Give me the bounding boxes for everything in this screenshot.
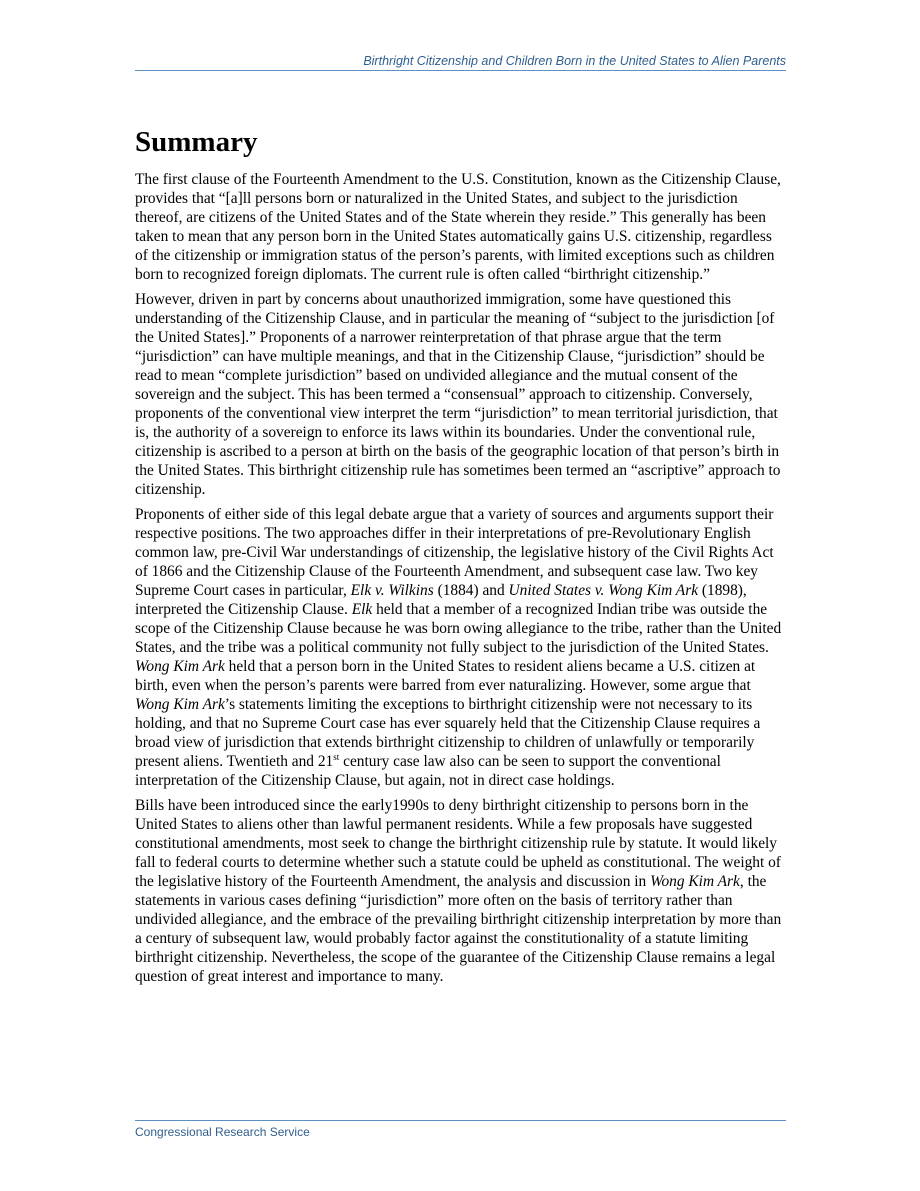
- paragraph-3: [135, 505, 786, 790]
- case-name-elk: Elk: [351, 601, 373, 618]
- paragraph-4-text-1: Bills have been introduced since the early1990s to deny birthright citizenship to persons born in the United States to aliens other than lawful permanent residents. While a few proposals have suggested constitutional amendments, most seek to change the birthright citizenship rule by statute. It would likely fall to federal courts to determine whether such a statute could be upheld as constitutional. The weight of the legislative history of the Fourteenth Amendment, the analysis and discussion in: [135, 797, 781, 890]
- paragraph-3-text-5: held that a person born in the United States to resident aliens became a U.S. citizen at birth, even when the person’s parents were barred from ever naturalizing. However, some argue that: [135, 658, 756, 694]
- case-name-wong-kim-ark-2: Wong Kim Ark: [650, 873, 740, 890]
- paragraph-4: [135, 796, 786, 986]
- paragraph-1: The first clause of the Fourteenth Amendment to the U.S. Constitution, known as the Citizenship Clause, provides that “[a]ll persons born or naturalized in the United States, and subject to the jurisdiction thereof, are citizens of the United States and of the State wherein they reside.” This generally has been taken to mean that any person born in the United States automatically gains U.S. citizenship, regardless of the citizenship or immigration status of the person’s parents, with limited exceptions such as children born to recognized foreign diplomats. The current rule is often called “birthright citizenship.”: [135, 171, 781, 283]
- paragraph-4-text-2: , the statements in various cases defining “jurisdiction” more often on the basis of territory rather than undivided allegiance, and the embrace of the prevailing birthright citizenship interpretation by more than a century of subsequent law, would probably factor against the constitutionality of a statute limiting birthright citizenship. Nevertheless, the scope of the guarantee of the Citizenship Clause remains a legal question of great interest and importance to many.: [135, 873, 782, 985]
- paragraph-3-text-4: held that a member of a recognized Indian tribe was outside the scope of the Citizenship Clause because he was born owing allegiance to the tribe, rather than the United States, and the tribe was a political community not fully subject to the jurisdiction of the United States.: [135, 601, 782, 656]
- paragraph-3-text-6: ’s statements limiting the exceptions to birthright citizenship were not necessary to its holding, and that no Supreme Court case has ever squarely held that the Citizenship Clause requires a broad view of jurisdiction that extends birthright citizenship to children of unlawfully or temporarily present aliens. Twentieth and 21: [135, 696, 761, 770]
- paragraph-3-text-1: Proponents of either side of this legal debate argue that a variety of sources and arguments support their respective positions. The two approaches differ in their interpretations of pre-Revolutionary English common law, pre-Civil War understandings of citizenship, the legislative history of the Civil Rights Act of 1866 and the Citizenship Clause of the Fourteenth Amendment, and subsequent case law. Two key Supreme Court cases in particular,: [135, 506, 774, 599]
- paragraph-2: However, driven in part by concerns about unauthorized immigration, some have questioned this understanding of the Citizenship Clause, and in particular the meaning of “subject to the jurisdiction [of the United States].” Proponents of a narrower reinterpretation of that phrase argue that the term “jurisdiction” can have multiple meanings, and that in the Citizenship Clause, “jurisdiction” should be read to mean “complete jurisdiction” based on undivided allegiance and the mutual consent of the sovereign and the subject. This has been termed a “consensual” approach to citizenship. Conversely, proponents of the conventional view interpret the term “jurisdiction” to mean territorial jurisdiction, that is, the authority of a sovereign to enforce its laws within its boundaries. Under the conventional rule, citizenship is ascribed to a person at birth on the basis of the geographic location of that person’s birth in the United States. This birthright citizenship rule has sometimes been termed an “ascriptive” approach to citizenship.: [135, 291, 781, 498]
- case-name-wong-kim-ark-full: United States v. Wong Kim Ark: [508, 582, 699, 599]
- paragraph-3-text-3: (1898), interpreted the Citizenship Clause.: [135, 582, 747, 618]
- section-heading: Summary: [135, 126, 258, 158]
- running-header: [135, 53, 786, 71]
- page-footer: [135, 1120, 786, 1140]
- running-title: Birthright Citizenship and Children Born in the United States to Alien Parents: [363, 54, 786, 68]
- case-name-wong-kim-ark-possessive: Wong Kim Ark: [135, 696, 225, 713]
- paragraph-3-text-7: century case law also can be seen to support the conventional interpretation of the Citizenship Clause, but again, not in direct case holdings.: [135, 753, 721, 789]
- case-name-elk-v-wilkins: Elk v. Wilkins: [350, 582, 434, 599]
- paragraph-3-text-2: (1884) and: [433, 582, 509, 599]
- main-content: [135, 120, 786, 992]
- ordinal-superscript: st: [333, 752, 340, 762]
- footer-publisher: Congressional Research Service: [135, 1125, 310, 1139]
- case-name-wong-kim-ark: Wong Kim Ark: [135, 658, 225, 675]
